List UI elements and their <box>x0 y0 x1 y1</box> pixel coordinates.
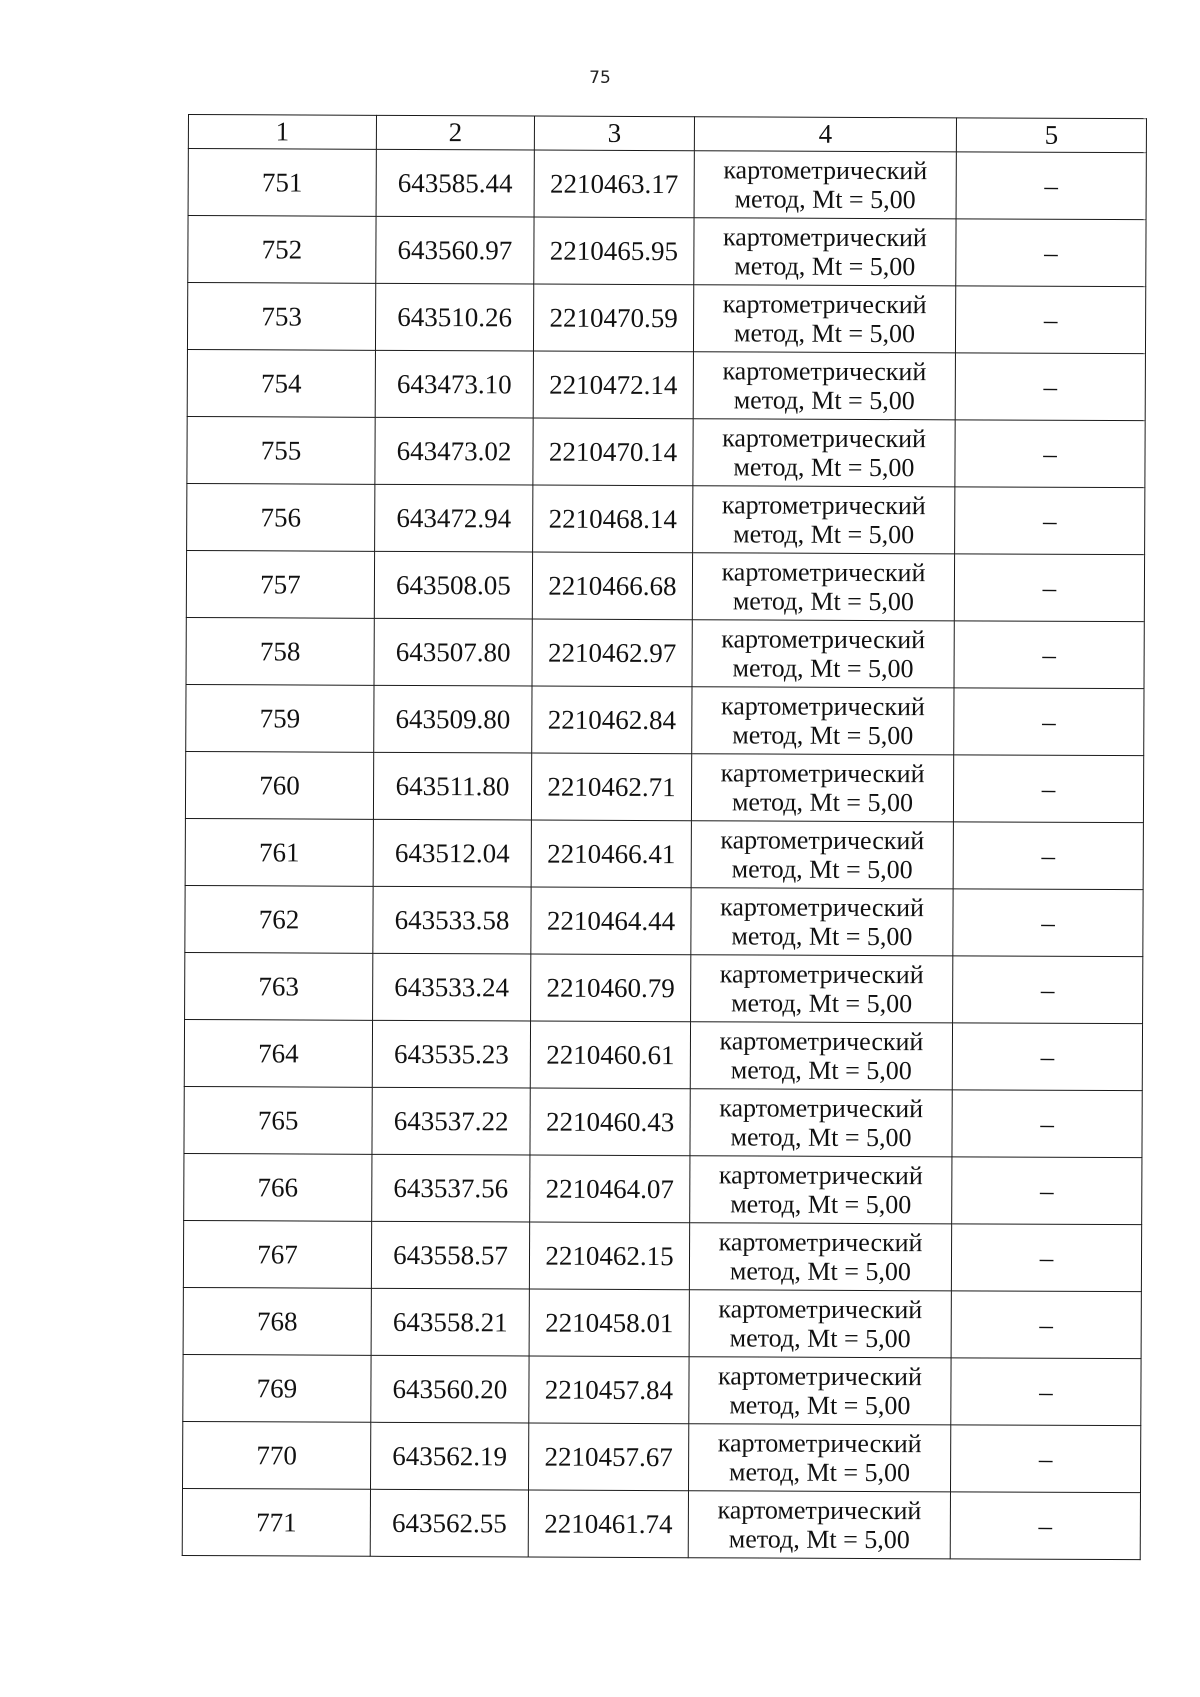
y-coordinate-cell: 2210462.15 <box>529 1222 689 1290</box>
table-row <box>187 283 1145 354</box>
note-cell: – <box>951 1358 1141 1426</box>
table-row <box>183 1287 1141 1358</box>
method-cell: картометрический метод, Mt = 5,00 <box>688 1491 950 1559</box>
y-coordinate-cell: 2210458.01 <box>529 1289 689 1357</box>
table-row <box>187 483 1145 554</box>
note-cell: – <box>955 286 1145 354</box>
point-number-cell: 755 <box>187 416 375 484</box>
point-number-cell: 768 <box>183 1287 371 1355</box>
header-row <box>188 115 1146 153</box>
x-coordinate-cell: 643562.19 <box>371 1422 529 1490</box>
y-coordinate-cell: 2210461.74 <box>528 1490 688 1558</box>
method-cell: картометрический метод, Mt = 5,00 <box>693 486 955 554</box>
table-row <box>184 1153 1142 1224</box>
note-cell: – <box>953 755 1143 823</box>
method-cell: картометрический метод, Mt = 5,00 <box>688 1424 950 1492</box>
method-cell: картометрический метод, Mt = 5,00 <box>691 888 953 956</box>
table-row <box>183 1421 1141 1492</box>
y-coordinate-cell: 2210457.67 <box>528 1423 688 1491</box>
x-coordinate-cell: 643512.04 <box>373 819 531 887</box>
table-row <box>183 1220 1141 1291</box>
point-number-cell: 764 <box>184 1019 372 1087</box>
point-number-cell: 770 <box>183 1421 371 1489</box>
x-coordinate-cell: 643585.44 <box>376 149 534 217</box>
method-cell: картометрический метод, Mt = 5,00 <box>693 352 955 420</box>
point-number-cell: 763 <box>185 952 373 1020</box>
table-header <box>188 115 1146 153</box>
x-coordinate-cell: 643533.24 <box>373 953 531 1021</box>
note-cell: – <box>953 822 1143 890</box>
note-cell: – <box>951 1291 1141 1359</box>
method-cell: картометрический метод, Mt = 5,00 <box>692 620 954 688</box>
note-cell: – <box>955 420 1145 488</box>
note-cell: – <box>954 621 1144 689</box>
method-cell: картометрический метод, Mt = 5,00 <box>692 553 954 621</box>
y-coordinate-cell: 2210470.59 <box>533 284 693 352</box>
point-number-cell: 761 <box>185 818 373 886</box>
x-coordinate-cell: 643560.97 <box>376 216 534 284</box>
note-cell: – <box>956 219 1146 287</box>
y-coordinate-cell: 2210457.84 <box>529 1356 689 1424</box>
point-number-cell: 754 <box>187 349 375 417</box>
table-row <box>185 818 1143 889</box>
x-coordinate-cell: 643473.02 <box>375 417 533 485</box>
method-cell: картометрический метод, Mt = 5,00 <box>694 218 956 286</box>
table-row <box>186 684 1144 755</box>
x-coordinate-cell: 643533.58 <box>373 886 531 954</box>
y-coordinate-cell: 2210466.68 <box>532 552 692 620</box>
table-row <box>187 416 1145 487</box>
coordinates-table <box>182 114 1147 1560</box>
point-number-cell: 771 <box>182 1488 370 1556</box>
note-cell: – <box>950 1492 1140 1560</box>
y-coordinate-cell: 2210470.14 <box>533 418 693 486</box>
y-coordinate-cell: 2210464.44 <box>531 887 691 955</box>
method-cell: картометрический метод, Mt = 5,00 <box>690 1089 952 1157</box>
x-coordinate-cell: 643510.26 <box>375 283 533 351</box>
x-coordinate-cell: 643473.10 <box>375 350 533 418</box>
y-coordinate-cell: 2210468.14 <box>533 485 693 553</box>
table-row <box>187 349 1145 420</box>
x-coordinate-cell: 643535.23 <box>372 1020 530 1088</box>
method-cell: картометрический метод, Mt = 5,00 <box>691 754 953 822</box>
point-number-cell: 767 <box>183 1220 371 1288</box>
y-coordinate-cell: 2210466.41 <box>531 820 691 888</box>
point-number-cell: 765 <box>184 1086 372 1154</box>
x-coordinate-cell: 643508.05 <box>374 551 532 619</box>
method-cell: картометрический метод, Mt = 5,00 <box>689 1290 951 1358</box>
note-cell: – <box>954 688 1144 756</box>
table-body <box>182 149 1146 1560</box>
point-number-cell: 753 <box>187 283 375 351</box>
table-row <box>185 952 1143 1023</box>
method-cell: картометрический метод, Mt = 5,00 <box>689 1357 951 1425</box>
note-cell: – <box>952 1023 1142 1091</box>
header-cell-4: 4 <box>694 117 956 152</box>
x-coordinate-cell: 643558.21 <box>371 1288 529 1356</box>
table-row <box>183 1354 1141 1425</box>
point-number-cell: 751 <box>188 149 376 217</box>
table-row <box>184 1086 1142 1157</box>
note-cell: – <box>953 956 1143 1024</box>
point-number-cell: 752 <box>188 216 376 284</box>
point-number-cell: 769 <box>183 1354 371 1422</box>
table-row <box>186 550 1144 621</box>
method-cell: картометрический метод, Mt = 5,00 <box>693 419 955 487</box>
method-cell: картометрический метод, Mt = 5,00 <box>690 1022 952 1090</box>
method-cell: картометрический метод, Mt = 5,00 <box>693 285 955 353</box>
table-row <box>188 216 1146 287</box>
note-cell: – <box>955 487 1145 555</box>
point-number-cell: 757 <box>186 550 374 618</box>
y-coordinate-cell: 2210462.97 <box>532 619 692 687</box>
method-cell: картометрический метод, Mt = 5,00 <box>690 1156 952 1224</box>
point-number-cell: 766 <box>184 1153 372 1221</box>
y-coordinate-cell: 2210460.61 <box>530 1021 690 1089</box>
note-cell: – <box>952 1090 1142 1158</box>
note-cell: – <box>953 889 1143 957</box>
point-number-cell: 762 <box>185 885 373 953</box>
note-cell: – <box>955 353 1145 421</box>
page-number: 75 <box>589 68 611 88</box>
note-cell: – <box>950 1425 1140 1493</box>
table-row <box>182 1488 1140 1559</box>
table-row <box>184 1019 1142 1090</box>
point-number-cell: 760 <box>185 751 373 819</box>
table-row <box>185 885 1143 956</box>
note-cell: – <box>952 1157 1142 1225</box>
x-coordinate-cell: 643537.22 <box>372 1087 530 1155</box>
y-coordinate-cell: 2210472.14 <box>533 351 693 419</box>
header-cell-3: 3 <box>534 116 694 151</box>
table-row <box>188 149 1146 220</box>
y-coordinate-cell: 2210463.17 <box>534 150 694 218</box>
y-coordinate-cell: 2210460.79 <box>531 954 691 1022</box>
table-row <box>186 617 1144 688</box>
y-coordinate-cell: 2210464.07 <box>530 1155 690 1223</box>
y-coordinate-cell: 2210462.71 <box>531 753 691 821</box>
method-cell: картометрический метод, Mt = 5,00 <box>691 955 953 1023</box>
header-cell-1: 1 <box>188 115 376 150</box>
method-cell: картометрический метод, Mt = 5,00 <box>692 687 954 755</box>
method-cell: картометрический метод, Mt = 5,00 <box>691 821 953 889</box>
table-row <box>185 751 1143 822</box>
x-coordinate-cell: 643472.94 <box>375 484 533 552</box>
header-cell-2: 2 <box>376 115 534 150</box>
header-cell-5: 5 <box>956 118 1146 153</box>
note-cell: – <box>956 152 1146 220</box>
x-coordinate-cell: 643507.80 <box>374 618 532 686</box>
point-number-cell: 758 <box>186 617 374 685</box>
x-coordinate-cell: 643562.55 <box>370 1489 528 1557</box>
x-coordinate-cell: 643537.56 <box>372 1154 530 1222</box>
y-coordinate-cell: 2210462.84 <box>532 686 692 754</box>
x-coordinate-cell: 643509.80 <box>374 685 532 753</box>
point-number-cell: 759 <box>186 684 374 752</box>
note-cell: – <box>954 554 1144 622</box>
method-cell: картометрический метод, Mt = 5,00 <box>689 1223 951 1291</box>
point-number-cell: 756 <box>187 483 375 551</box>
x-coordinate-cell: 643560.20 <box>371 1355 529 1423</box>
method-cell: картометрический метод, Mt = 5,00 <box>694 151 956 219</box>
x-coordinate-cell: 643558.57 <box>371 1221 529 1289</box>
x-coordinate-cell: 643511.80 <box>373 752 531 820</box>
note-cell: – <box>951 1224 1141 1292</box>
y-coordinate-cell: 2210460.43 <box>530 1088 690 1156</box>
y-coordinate-cell: 2210465.95 <box>534 217 694 285</box>
